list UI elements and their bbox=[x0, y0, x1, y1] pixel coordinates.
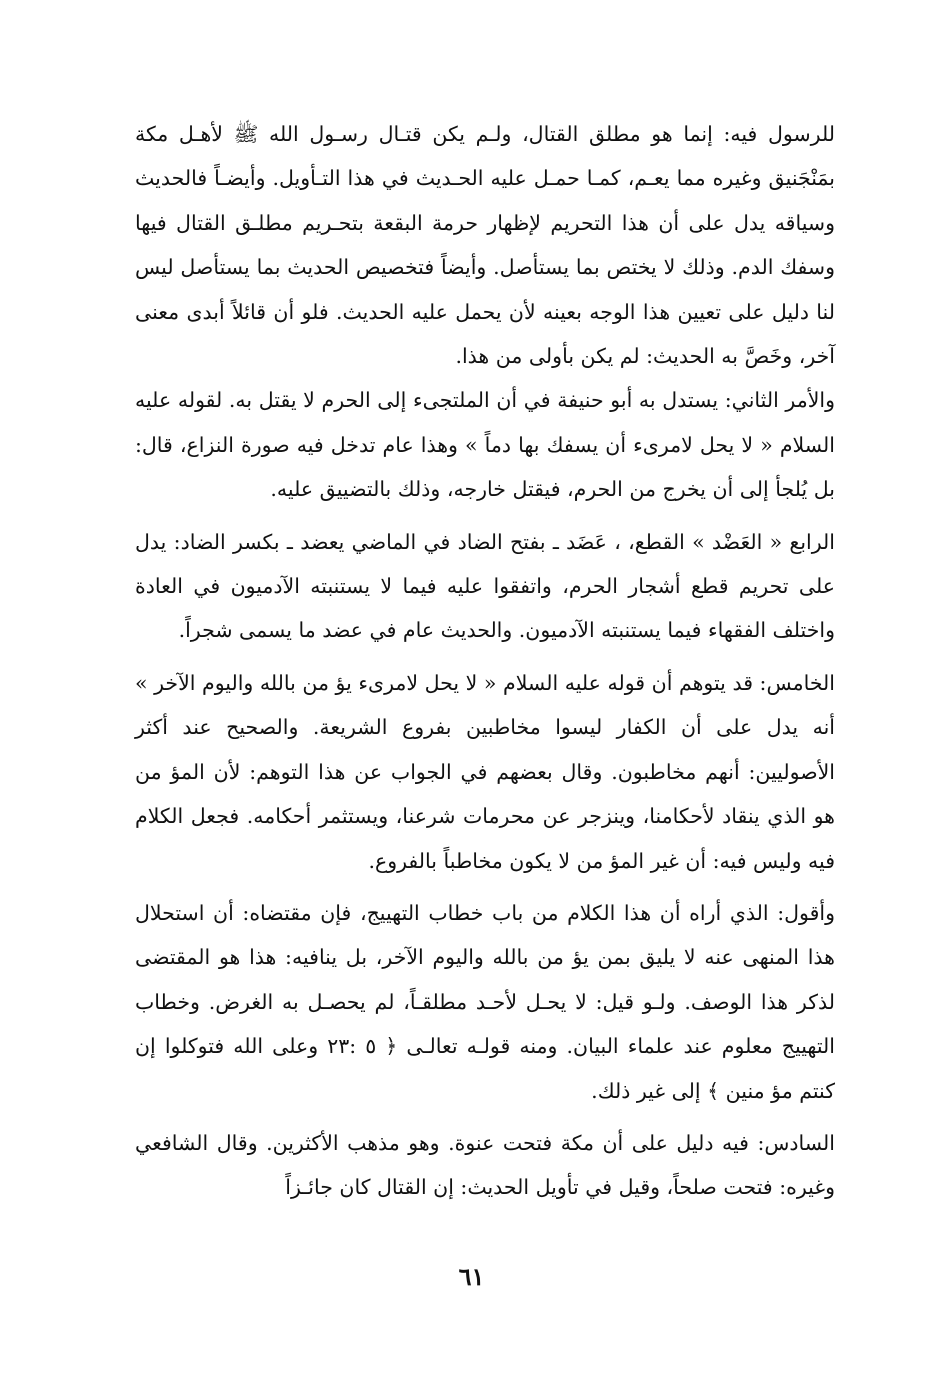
paragraph-continuation: للرسول فيه: إنما هو مطلق القتال، ولـم يكن قتـال رسـول الله ﷺ لأهـل مكة بمَنْجَنيق وغيره مما يعـم، كمـا حمـل عليه الحـديث في هذا التـأويل. وأيضـاً فالحديث وسياقه يدل على أن هذا التحريم لإظهار حرمة البقعة بتحـريم مطلـق القتال فيها وسفك الدم. وذلك لا يختص بما يستأصل. وأيضاً فتخصيص الحديث بما يستأصل ليس لنا دليل على تعيين هذا الوجه بعينه لأن يحمل عليه الحديث. فلو أن قائلاً أبدى معنى آخر، وخَصَّ به الحديث: لم يكن بأولى من هذا. bbox=[135, 122, 835, 369]
paragraph-sixth: السادس: فيه دليل على أن مكة فتحت عنوة. وهو مذهب الأكثرين. وقال الشافعي وغيره: فتحت صلحاً، وقيل في تأويل الحديث: إن القتال كان جائـزاً bbox=[135, 1130, 835, 1200]
paragraph-fifth: الخامس: قد يتوهم أن قوله عليه السلام « لا يحل لامرىء يؤ من بالله واليوم الآخر » أنه يدل على أن الكفار ليسوا مخاطبين بفروع الشريعة. والصحيح عند أكثر الأصوليين: أنهم مخاطبون. وقال بعضهم في الجواب عن هذا التوهم: لأن المؤ من هو الذي ينقاد لأحكامنا، وينزجر عن محرمات شرعنا، ويستثمر أحكامه. فجعل الكلام فيه وليس فيه: أن غير المؤ من لا يكون مخاطباً بالفروع. bbox=[135, 670, 835, 873]
paragraph-fourth: الرابع « العَضْد » القطع، ، عَضَد ـ بفتح الضاد في الماضي يعضد ـ بكسر الضاد: يدل على تحريم قطع أشجار الحرم، واتفقوا عليه فيما لا يستنبته الآدميون في العادة واختلف الفقهاء فيما يستنبته الآدميون. والحديث عام في عضد ما يسمى شجراً. bbox=[135, 529, 835, 643]
paragraph-author-opinion: وأقول: الذي أراه أن هذا الكلام من باب خطاب التهييج، فإن مقتضاه: أن استحلال هذا المنهى عنه لا يليق بمن يؤ من بالله واليوم الآخر، بل ينافيه: هذا هو المقتضى لذكر هذا الوصف. ولـو قيل: لا يحـل لأحـد مطلقـاً، لم يحصـل به الغرض. وخطاب التهييج معلوم عند علماء البيان. ومنه قولـه تعالـى ﴿ ٥ :٢٣ وعلى الله فتوكلوا إن كنتم مؤ منين ﴾ إلى غير ذلك. bbox=[135, 900, 835, 1103]
body-text bbox=[135, 112, 835, 1210]
paragraph-second-matter: والأمر الثاني: يستدل به أبو حنيفة في أن الملتجىء إلى الحرم لا يقتل به. لقوله عليه السلام « لا يحل لامرىء أن يسفك بها دماً » وهذا عام تدخل فيه صورة النزاع، قال: بل يُلجأ إلى أن يخرج من الحرم، فيقتل خارجه، وذلك بالتضييق عليه. bbox=[135, 388, 835, 502]
page-number: ٦١ bbox=[458, 1262, 485, 1291]
